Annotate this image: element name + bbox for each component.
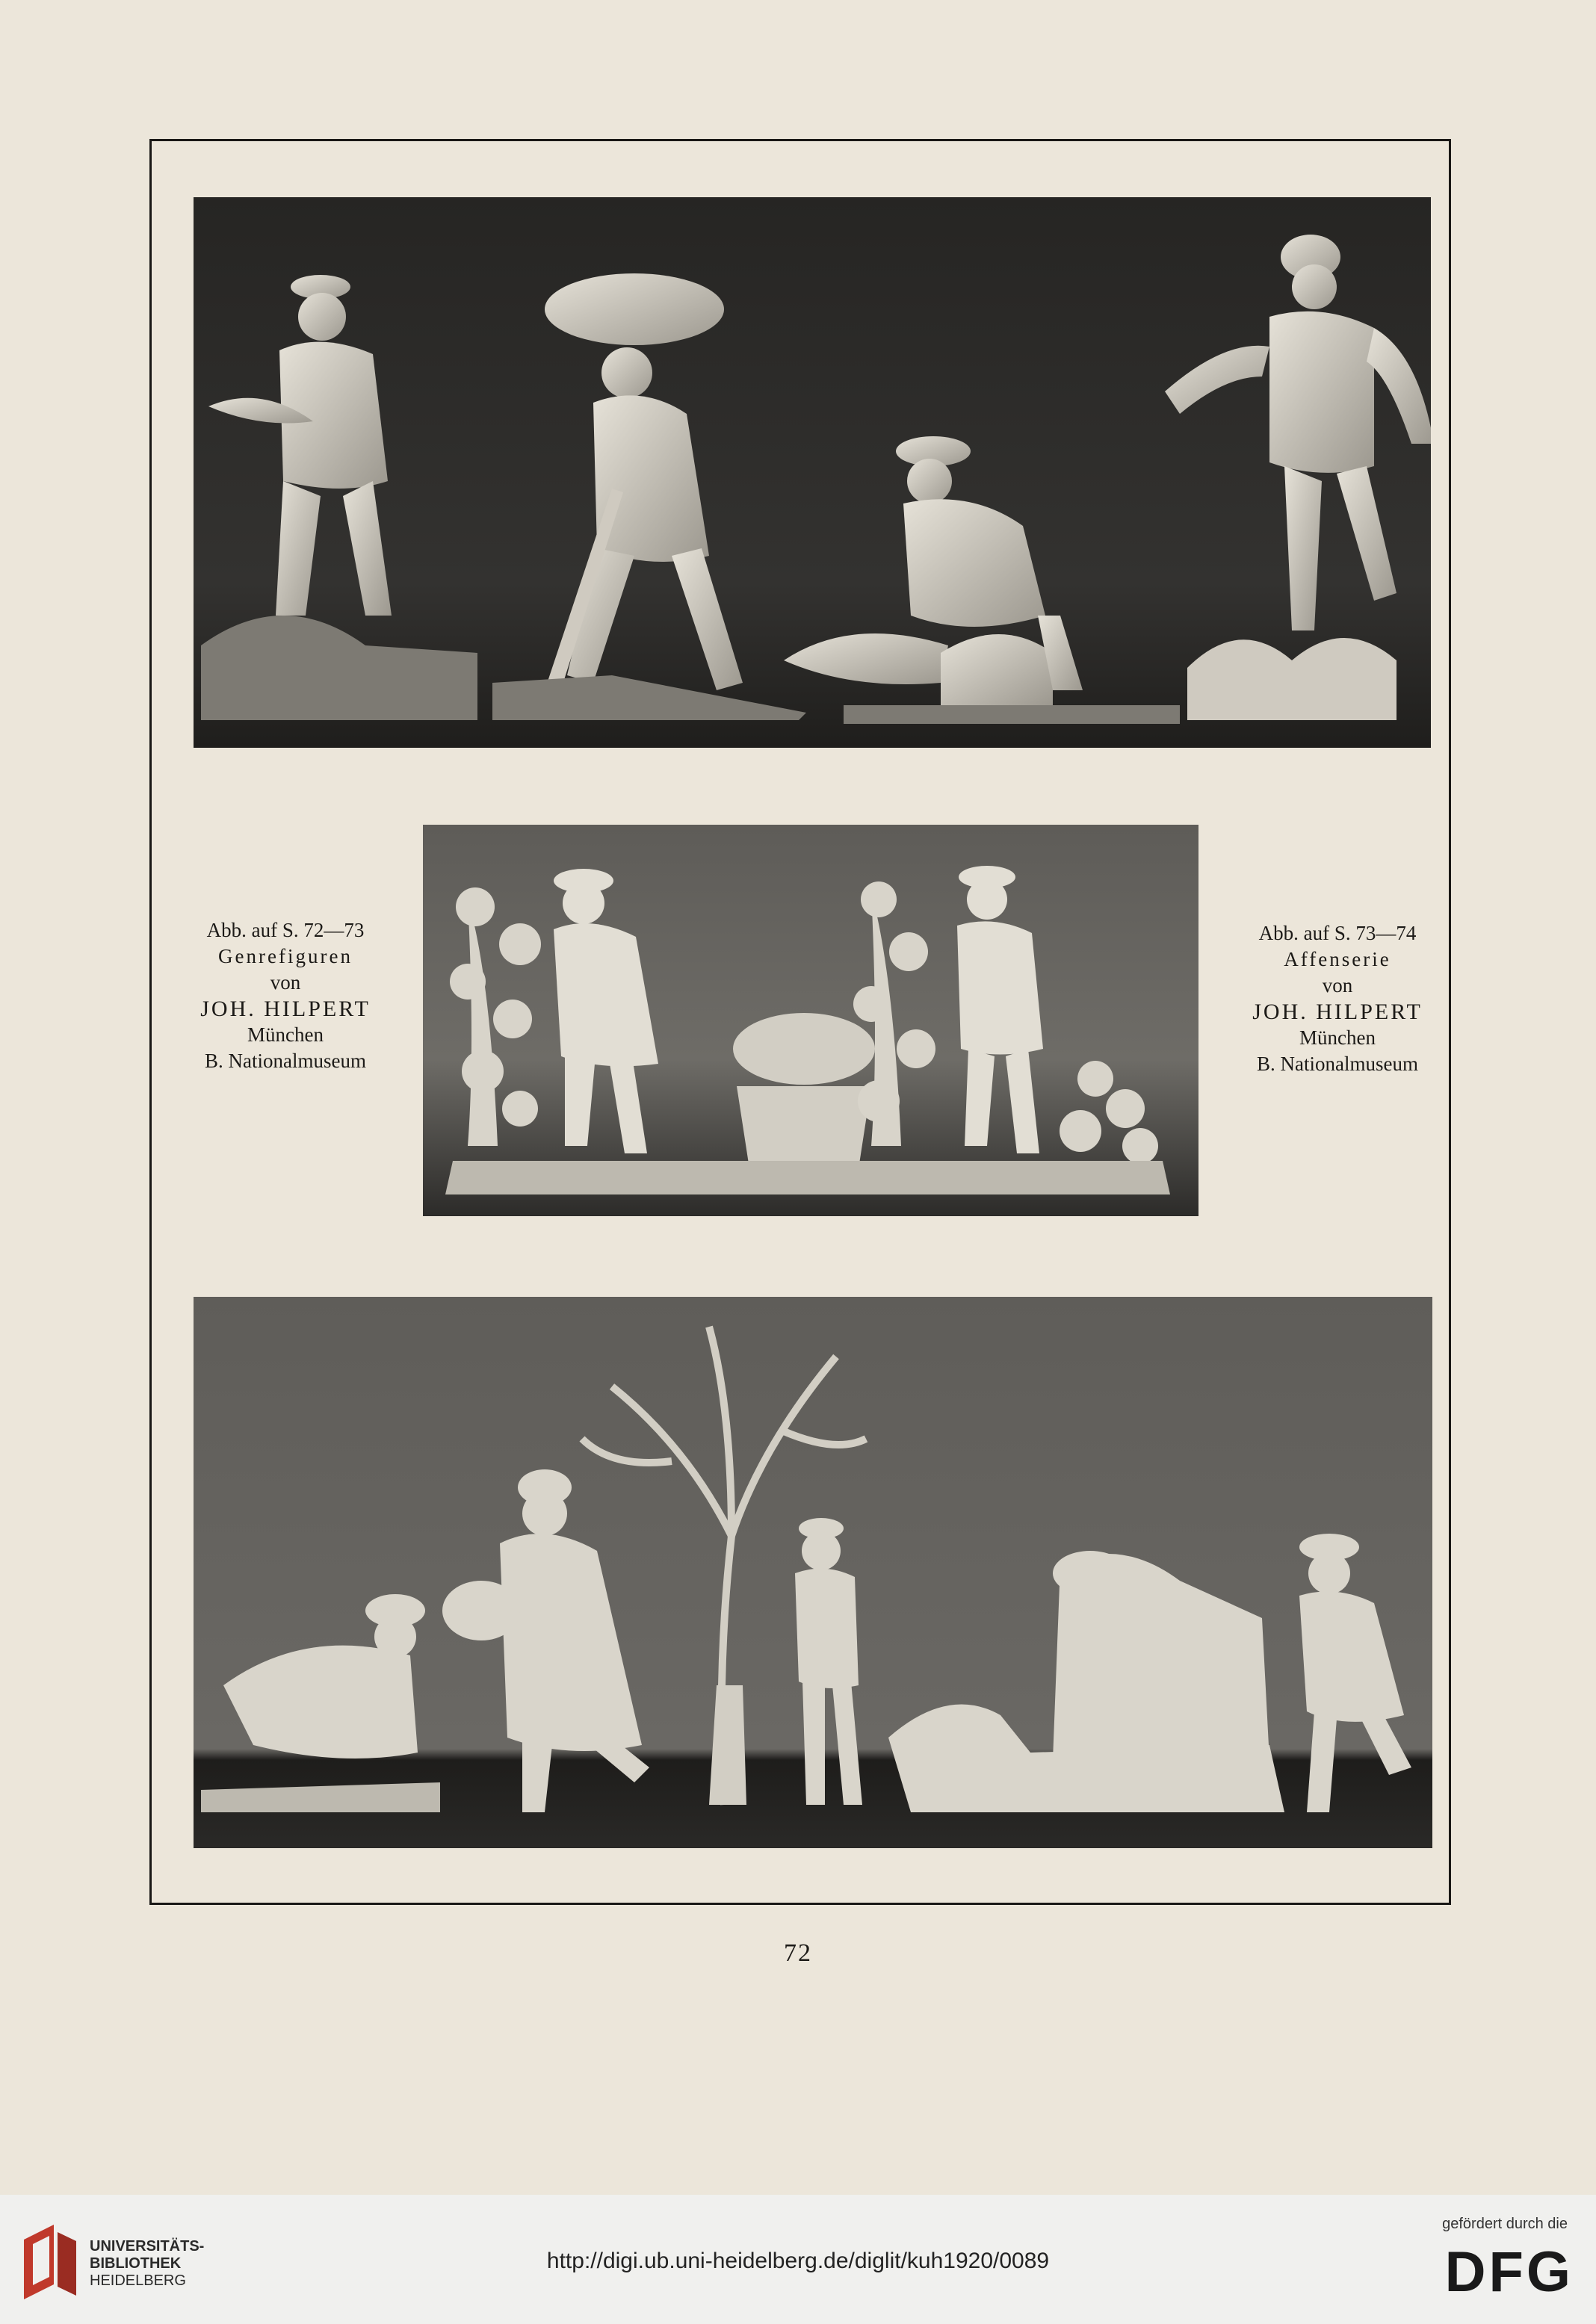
caption-left-title: Genrefiguren [218, 945, 353, 967]
caption-left-maker: JOH. HILPERT [200, 997, 371, 1021]
figure-bases [445, 1161, 1170, 1194]
photo-grape-harvest-middle [423, 825, 1198, 1216]
caption-left-city: München [247, 1023, 324, 1046]
caption-right-museum: B. Nationalmuseum [1257, 1053, 1418, 1075]
caption-right-title: Affenserie [1284, 948, 1391, 970]
digitization-footer [0, 2195, 1596, 2324]
page-number: 72 [784, 1939, 812, 1967]
photo-winter-skating-bottom [194, 1297, 1432, 1848]
caption-monkey-series [1218, 920, 1457, 1077]
library-name-line2: BIBLIOTHEK [90, 2255, 182, 2272]
caption-right-von: von [1322, 974, 1353, 997]
funding-label: gefördert durch die [1442, 2216, 1568, 2232]
caption-left-reference: Abb. auf S. 72—73 [206, 919, 365, 941]
photo-genre-figures-top [194, 197, 1431, 748]
library-name-line1: UNIVERSITÄTS- [90, 2238, 205, 2255]
caption-genre-figures [166, 917, 405, 1074]
grape-basket [733, 1013, 875, 1183]
dfg-logo: DFG [1444, 2240, 1574, 2304]
caption-right-maker: JOH. HILPERT [1252, 1000, 1423, 1024]
library-name-line3: HEIDELBERG [90, 2272, 186, 2289]
caption-left-von: von [270, 971, 301, 994]
caption-right-reference: Abb. auf S. 73—74 [1258, 922, 1417, 944]
permalink-url[interactable]: http://digi.ub.uni-heidelberg.de/diglit/kuh1920/0089 [546, 2249, 1050, 2273]
caption-right-city: München [1299, 1026, 1376, 1049]
caption-left-museum: B. Nationalmuseum [205, 1050, 366, 1072]
